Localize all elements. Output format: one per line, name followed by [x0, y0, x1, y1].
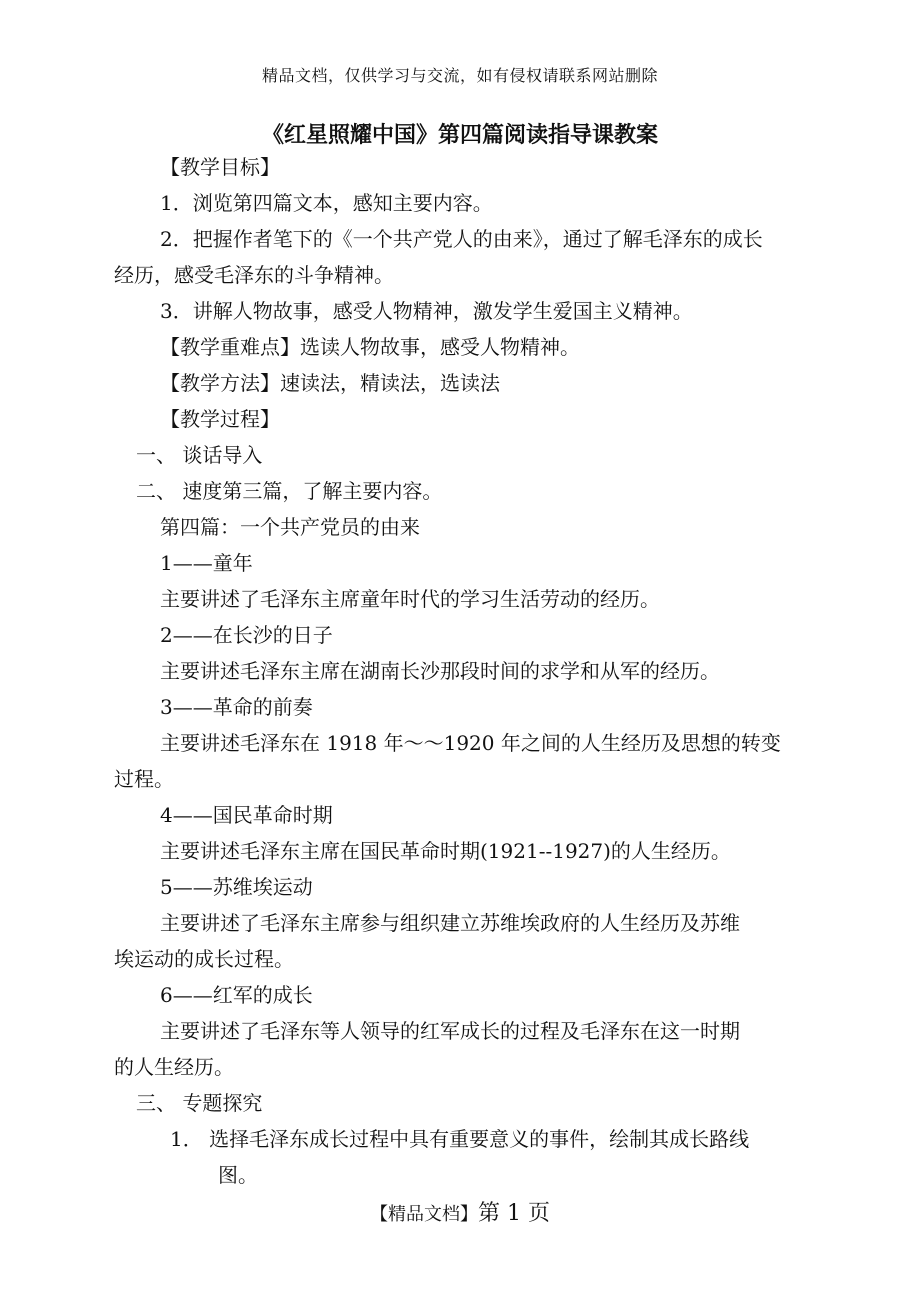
part-6-summary: 主要讲述了毛泽东等人领导的红军成长的过程及毛泽东在这一时期	[160, 1019, 740, 1043]
inquiry-task-1-continued: 图。	[218, 1163, 258, 1187]
key-difficulties: 【教学重难点】选读人物故事，感受人物精神。	[160, 335, 580, 359]
page-footer	[0, 1196, 920, 1227]
part-1-summary: 主要讲述了毛泽东主席童年时代的学习生活劳动的经历。	[160, 587, 660, 611]
part-6-summary-continued: 的人生经历。	[114, 1055, 234, 1079]
objective-3: 3．讲解人物故事，感受人物精神，激发学生爱国主义精神。	[160, 299, 693, 323]
inquiry-task-1: 1． 选择毛泽东成长过程中具有重要意义的事件，绘制其成长路线	[170, 1127, 750, 1151]
step-2: 二、 速度第三篇，了解主要内容。	[136, 479, 443, 503]
step-1: 一、 谈话导入	[136, 443, 263, 467]
part-5-summary-continued: 埃运动的成长过程。	[114, 947, 294, 971]
page-number: 第 1 页	[478, 1201, 550, 1226]
part-6-title: 6——红军的成长	[160, 983, 313, 1007]
part-2-summary: 主要讲述毛泽东主席在湖南长沙那段时间的求学和从军的经历。	[160, 659, 720, 683]
part-3-summary: 主要讲述毛泽东在 1918 年～～1920 年之间的人生经历及思想的转变	[160, 731, 781, 755]
part-3-title: 3——革命的前奏	[160, 695, 313, 719]
part-5-summary: 主要讲述了毛泽东主席参与组织建立苏维埃政府的人生经历及苏维	[160, 911, 740, 935]
section-heading-objectives: 【教学目标】	[160, 155, 280, 179]
page-header: 精品文档，仅供学习与交流，如有侵权请联系网站删除	[261, 66, 658, 85]
objective-2-continued: 经历，感受毛泽东的斗争精神。	[114, 263, 394, 287]
part-4-summary: 主要讲述毛泽东主席在国民革命时期(1921--1927)的人生经历。	[160, 839, 731, 863]
objective-1: 1．浏览第四篇文本，感知主要内容。	[160, 191, 493, 215]
part-3-summary-continued: 过程。	[114, 767, 174, 791]
chapter-title: 第四篇：一个共产党员的由来	[160, 515, 420, 539]
part-2-title: 2——在长沙的日子	[160, 623, 333, 647]
document-title: 《红星照耀中国》第四篇阅读指导课教案	[261, 122, 658, 148]
objective-2: 2．把握作者笔下的《一个共产党人的由来》，通过了解毛泽东的成长	[160, 227, 763, 251]
part-5-title: 5——苏维埃运动	[160, 875, 313, 899]
footer-label: 【精品文档】	[370, 1204, 478, 1225]
section-heading-process: 【教学过程】	[160, 407, 280, 431]
step-3: 三、 专题探究	[136, 1091, 263, 1115]
teaching-methods: 【教学方法】速读法，精读法，选读法	[160, 371, 500, 395]
part-1-title: 1——童年	[160, 551, 253, 575]
part-4-title: 4——国民革命时期	[160, 803, 333, 827]
